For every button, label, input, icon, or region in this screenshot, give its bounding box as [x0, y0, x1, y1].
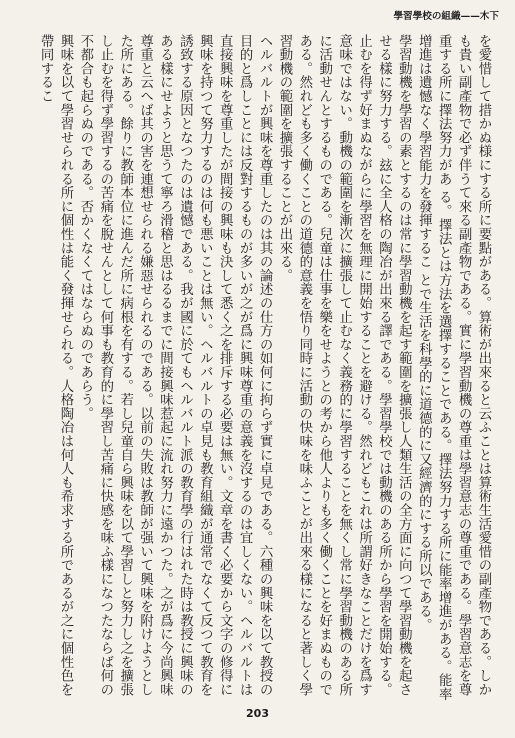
paragraph: を愛惜して措かぬ様にする所に要點がある。算術が出來ると云ふことは算術生活愛惜の副產物である。しかも貴い副產物で必ず伴うて來る副產物である。實に學習動機の尊重は學習意志の尊重である。學習意志を尊重する所に擇法努力があ る。擇法とは方法を選擇することである。擇法努力する所に能率增進がある。能率增進は遺憾なく學習能力を發揮するこ とで生活を科學的に道德的に又經濟的にする所以である。 — [416, 34, 491, 702]
body-text — [25, 34, 493, 702]
running-head: 學習學校の組織——木下 — [393, 11, 499, 22]
page-number: 203 — [246, 707, 269, 720]
paragraph: 學習動機を學習の素とするのは常に學習動機を起す範圍を擴張し人類生活の全方面に向つて學習動機を起させる樣に努力する。玆に全人格の陶冶が出來る譯である。學習學校では動機のある所から學習を開始する。止むを得ず好まぬながらに學習を無理に開始することを避ける。然れどもこれは所謂好きなことだけを爲す意味ではない。動機の範圍を漸次に擴張して止むなく義務的に學習することを無くし常に學習動機のある所に活動せんとするものである。兒童は仕事を樂をせようとの考から他人よりも多く働くことを好まぬものである。然れども多く働くことの道德的意義を悟り同時に活動の快味を味ふことが出來る樣になると著しく學習動機の範圍を擴張することが出來る。 — [276, 34, 412, 697]
paragraph: 興味を以て學習せられる所に個性は能く發揮せられる。人格陶冶は何人も希求する所であるが之に個性色を帶同するこ — [38, 34, 73, 697]
paragraph: ヘルバルトが興味を尊重したのは其の論述の仕方の如何に拘らず實に卓見である。六種の興味を以て教授の目的と爲しことには反對するものが多いが之が爲に興味尊重の意義を沒するのは宜しくない。ヘルバルトは直接興味を尊重したが間接の興味も決して悉く之を排斥する必要は無い。文章を書く必要から文字の修得に興味を持つて努力するのは何も悪いことは無い。ヘルバルトの卓見も教育組織が通常でなくて反つて教育を誘致する原因となつたのは遺憾である。我が國に於てもヘルバルト派の教育學の行はれた時は教授に興味のある樣にせようと思うて寧ろ滑稽と思はるるまでに間接興味惹起に流れ努力に遠かつた。之が爲に今尚興味尊重と云へば其の害を連想せられる嫌惡せられるのである。以前の失敗は教師が强いて興味を附けようとした所にある。餘りに教師本位に進んだ所に病根を有する。若し兒童自ら興味を以て學習しと努力し之を擴張し止むを得ず學習するの苦痛を脫せんとして何事も教育的に學習し苦痛に快感を味ふ樣になつたならば何の不都合も起らぬのである。否かくなくてはならぬのであらう。 — [77, 34, 273, 697]
